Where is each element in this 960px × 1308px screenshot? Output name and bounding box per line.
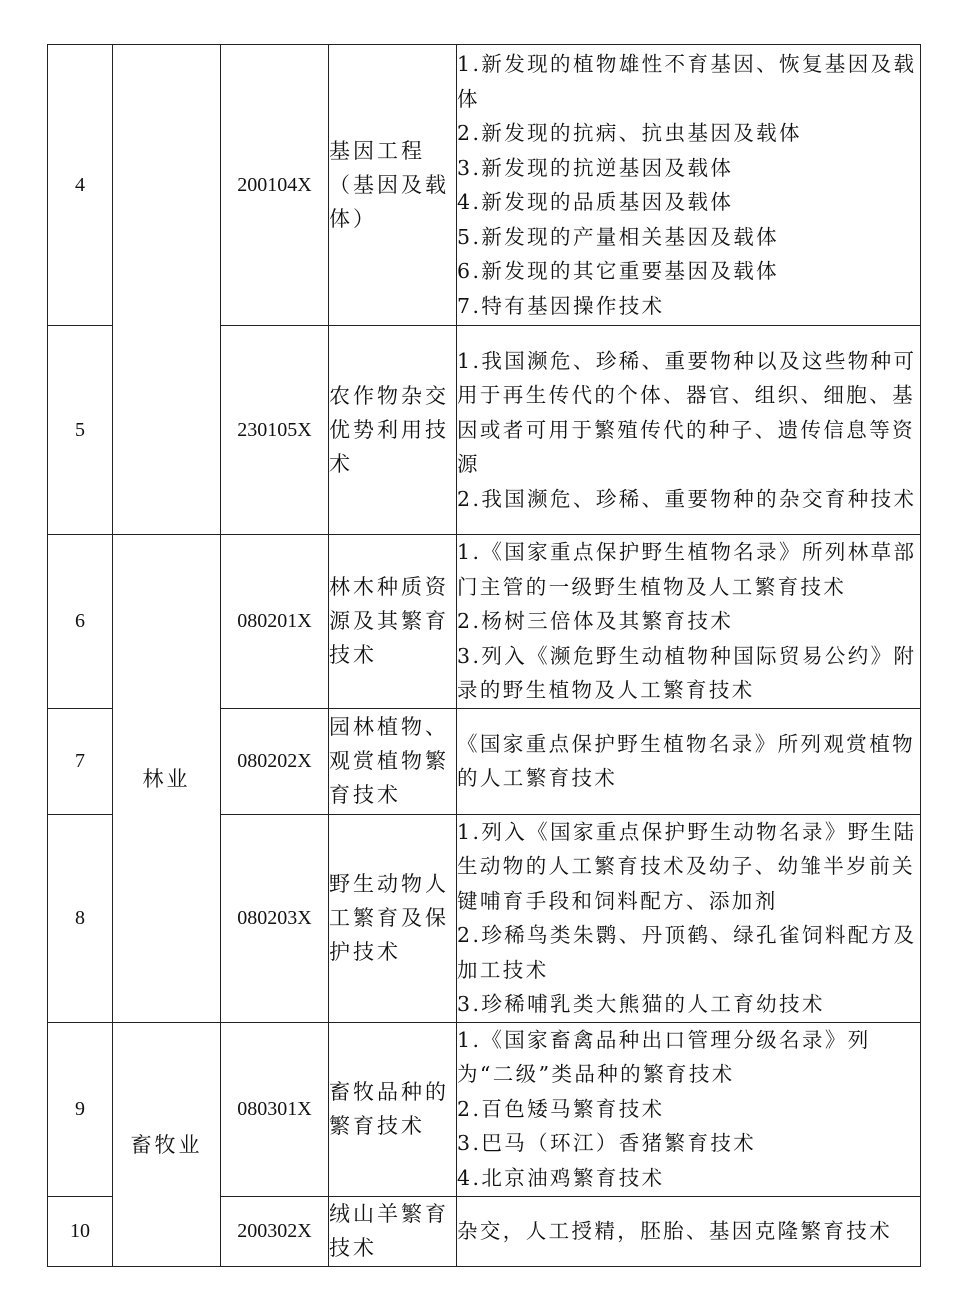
tech-name: 绒山羊繁育技术 bbox=[329, 1196, 457, 1266]
tech-point: 1.新发现的植物雄性不育基因、恢复基因及载体 bbox=[457, 52, 917, 111]
row-number: 5 bbox=[48, 326, 113, 535]
tech-name: 林木种质资源及其繁育技术 bbox=[329, 535, 457, 709]
tech-point: 2.新发现的抗病、抗虫基因及载体 bbox=[457, 121, 802, 145]
tech-code: 200302X bbox=[221, 1196, 329, 1266]
tech-point: 2.我国濒危、珍稀、重要物种的杂交育种技术 bbox=[457, 486, 917, 511]
tech-point: 2.珍稀鸟类朱鹮、丹顶鹤、绿孔雀饲料配方及加工技术 bbox=[457, 923, 917, 982]
tech-point: 杂交，人工授精，胚胎、基因克隆繁育技术 bbox=[457, 1218, 893, 1243]
industry-forestry: 林业 bbox=[113, 535, 221, 1023]
row-number: 10 bbox=[48, 1196, 113, 1266]
tech-point: 4.新发现的品质基因及载体 bbox=[457, 190, 734, 214]
industry-cell-blank bbox=[113, 45, 221, 535]
row-number: 8 bbox=[48, 814, 113, 1022]
row-number: 6 bbox=[48, 535, 113, 709]
row-number: 7 bbox=[48, 708, 113, 814]
tech-points bbox=[457, 45, 921, 326]
tech-point: 1.我国濒危、珍稀、重要物种以及这些物种可用于再生传代的个体、器官、组织、细胞、基因或者可用于繁殖传代的种子、遗传信息等资源 bbox=[457, 348, 917, 477]
tech-code: 200104X bbox=[221, 45, 329, 326]
tech-point: 3.新发现的抗逆基因及载体 bbox=[457, 155, 734, 180]
tech-points bbox=[457, 814, 921, 1022]
tech-points bbox=[457, 1196, 921, 1266]
tech-point: 3.珍稀哺乳类大熊猫的人工育幼技术 bbox=[457, 992, 825, 1016]
tech-code: 080201X bbox=[221, 535, 329, 709]
tech-point: 1.《国家畜禽品种出口管理分级名录》列为“二级”类品种的繁育技术 bbox=[457, 1027, 871, 1087]
tech-name: 野生动物人工繁育及保护技术 bbox=[329, 814, 457, 1022]
tech-points bbox=[457, 326, 921, 535]
industry-livestock: 畜牧业 bbox=[113, 1022, 221, 1266]
tech-point: 7.特有基因操作技术 bbox=[457, 293, 665, 318]
tech-name: 农作物杂交优势利用技术 bbox=[329, 326, 457, 535]
tech-name: 基因工程（基因及载体） bbox=[329, 45, 457, 326]
tech-point: 1.列入《国家重点保护野生动物名录》野生陆生动物的人工繁育技术及幼子、幼雏半岁前关键哺育手段和饲料配方、添加剂 bbox=[457, 819, 917, 913]
tech-point: 3.列入《濒危野生动植物种国际贸易公约》附录的野生植物及人工繁育技术 bbox=[457, 643, 917, 702]
table-row bbox=[48, 535, 921, 709]
tech-point: 3.巴马（环江）香猪繁育技术 bbox=[457, 1131, 757, 1156]
tech-name: 畜牧品种的繁育技术 bbox=[329, 1022, 457, 1196]
tech-code: 080301X bbox=[221, 1022, 329, 1196]
table-row bbox=[48, 1022, 921, 1196]
tech-point: 1.《国家重点保护野生植物名录》所列林草部门主管的一级野生植物及人工繁育技术 bbox=[457, 540, 917, 599]
tech-point: 5.新发现的产量相关基因及载体 bbox=[457, 224, 780, 249]
tech-point: 6.新发现的其它重要基因及载体 bbox=[457, 259, 780, 283]
tech-point: 2.杨树三倍体及其繁育技术 bbox=[457, 609, 734, 633]
tech-points bbox=[457, 708, 921, 814]
table-row bbox=[48, 45, 921, 326]
tech-code: 230105X bbox=[221, 326, 329, 535]
row-number: 4 bbox=[48, 45, 113, 326]
technology-catalog-table bbox=[47, 44, 921, 1267]
tech-points bbox=[457, 1022, 921, 1196]
tech-points bbox=[457, 535, 921, 709]
tech-name: 园林植物、观赏植物繁育技术 bbox=[329, 708, 457, 814]
tech-point: 4.北京油鸡繁育技术 bbox=[457, 1165, 665, 1190]
row-number: 9 bbox=[48, 1022, 113, 1196]
tech-point: 《国家重点保护野生植物名录》所列观赏植物的人工繁育技术 bbox=[457, 731, 915, 790]
tech-code: 080202X bbox=[221, 708, 329, 814]
tech-point: 2.百色矮马繁育技术 bbox=[457, 1096, 665, 1121]
tech-code: 080203X bbox=[221, 814, 329, 1022]
